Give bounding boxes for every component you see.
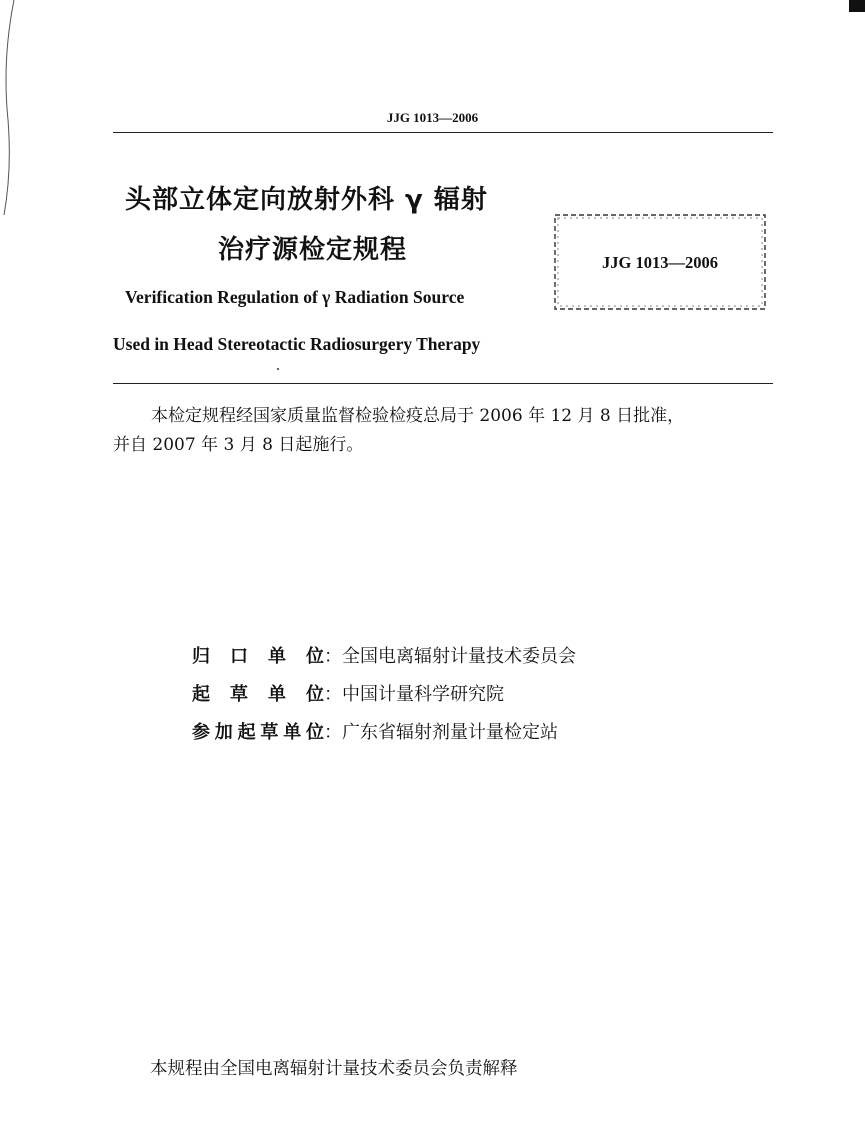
unit-row-participating xyxy=(192,718,558,744)
unit-separator: ： xyxy=(324,646,342,667)
unit-label: 归口单位 xyxy=(192,646,324,667)
title-bottom-rule xyxy=(113,383,773,384)
unit-separator: ： xyxy=(324,684,342,705)
scan-corner-mark xyxy=(849,0,865,12)
title-english-line-2: Used in Head Stereotactic Radiosurgery Therapy xyxy=(113,334,481,354)
box-standard-code: JJG 1013—2006 xyxy=(602,253,718,272)
unit-value: 中国计量科学研究院 xyxy=(342,684,504,705)
approval-line-1: 本检定规程经国家质量监督检验检疫总局于 2006 年 12 月 8 日批准， xyxy=(151,406,685,426)
approval-line-2: 并自 2007 年 3 月 8 日起施行。 xyxy=(113,435,364,455)
interpretation-note: 本规程由全国电离辐射计量技术委员会负责解释 xyxy=(150,1059,518,1079)
scan-dot xyxy=(277,368,279,370)
unit-value: 全国电离辐射计量技术委员会 xyxy=(342,646,576,667)
standard-code-box xyxy=(553,213,767,311)
header-rule xyxy=(113,132,773,133)
approval-statement xyxy=(113,402,778,460)
unit-row-drafting xyxy=(192,680,504,706)
header-standard-code: JJG 1013—2006 xyxy=(386,110,479,125)
unit-separator: ： xyxy=(324,722,342,743)
unit-value: 广东省辐射剂量计量检定站 xyxy=(342,722,558,743)
unit-label: 起草单位 xyxy=(192,684,324,705)
title-chinese-line-1: 头部立体定向放射外科 γ 辐射 xyxy=(125,185,488,215)
unit-row-responsible xyxy=(192,642,576,668)
title-english-line-1: Verification Regulation of γ Radiation Source xyxy=(125,287,465,307)
unit-label: 参加起草单位 xyxy=(192,722,324,743)
title-chinese-line-2: 治疗源检定规程 xyxy=(218,235,408,265)
